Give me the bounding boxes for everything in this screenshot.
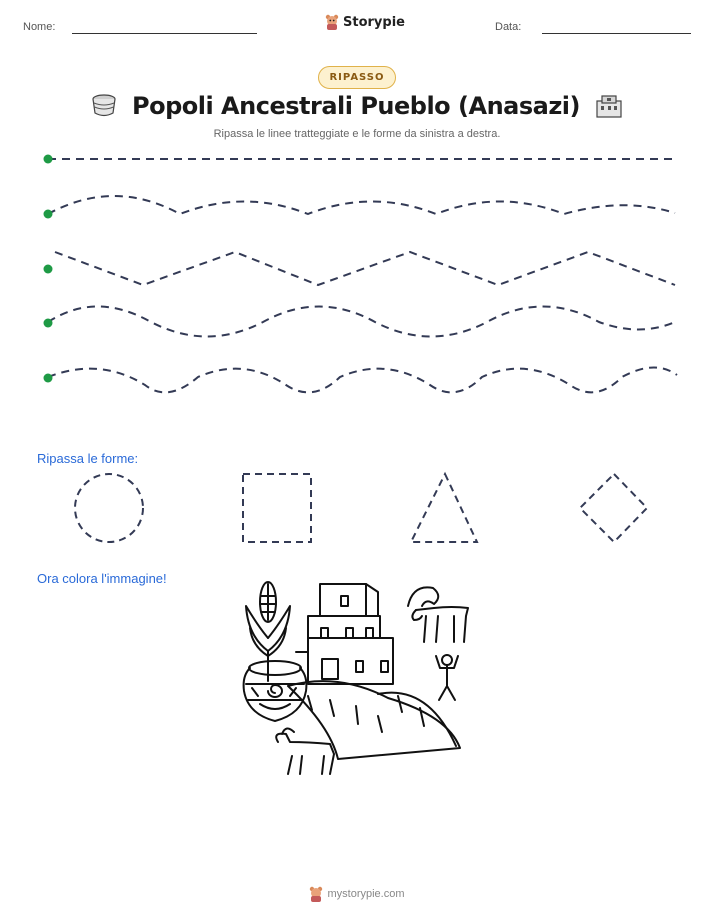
date-line[interactable]	[542, 33, 691, 34]
shapes-heading: Ripassa le forme:	[37, 451, 139, 466]
brand-name: Storypie	[343, 14, 405, 30]
trace-diamond	[580, 474, 647, 542]
pot-icon	[244, 661, 307, 721]
small-animal-icon	[276, 728, 334, 774]
badge-wrap	[0, 66, 714, 89]
name-line[interactable]	[72, 33, 257, 34]
review-badge: RIPASSO	[318, 66, 395, 89]
hills-icon	[288, 681, 460, 759]
name-label: Nome:	[23, 21, 56, 33]
bear-icon	[309, 886, 323, 902]
human-figure-icon	[436, 655, 458, 700]
bighorn-sheep-icon	[408, 587, 468, 642]
trace-circle	[75, 474, 143, 542]
pueblo-icon	[594, 93, 624, 119]
instructions: Ripassa le linee tratteggiate e le forme da sinistra a destra.	[213, 128, 501, 140]
coloring-image[interactable]	[238, 576, 478, 776]
brand-logo	[325, 14, 405, 30]
pueblo-building-icon	[296, 584, 393, 684]
start-dot	[44, 319, 53, 328]
trace-line-wave-1	[48, 196, 675, 214]
trace-shapes[interactable]	[0, 468, 714, 548]
trace-line-zigzag	[55, 252, 675, 285]
start-dot	[44, 374, 53, 383]
tracing-lines[interactable]	[0, 145, 714, 395]
start-dot	[44, 265, 53, 274]
corn-icon	[246, 582, 290, 681]
start-dot	[44, 210, 53, 219]
bear-icon	[325, 14, 339, 30]
trace-line-wave-3	[48, 367, 677, 392]
color-heading: Ora colora l'immagine!	[37, 571, 167, 586]
start-dot	[44, 155, 53, 164]
footer-url: mystorypie.com	[327, 888, 405, 900]
trace-square	[243, 474, 311, 542]
footer	[0, 886, 714, 902]
page-title: Popoli Ancestrali Pueblo (Anasazi)	[132, 92, 580, 120]
basket-icon	[90, 93, 118, 119]
title-row	[0, 92, 714, 120]
date-label: Data:	[495, 21, 522, 33]
trace-triangle	[411, 474, 477, 542]
trace-line-wave-2	[48, 307, 675, 337]
